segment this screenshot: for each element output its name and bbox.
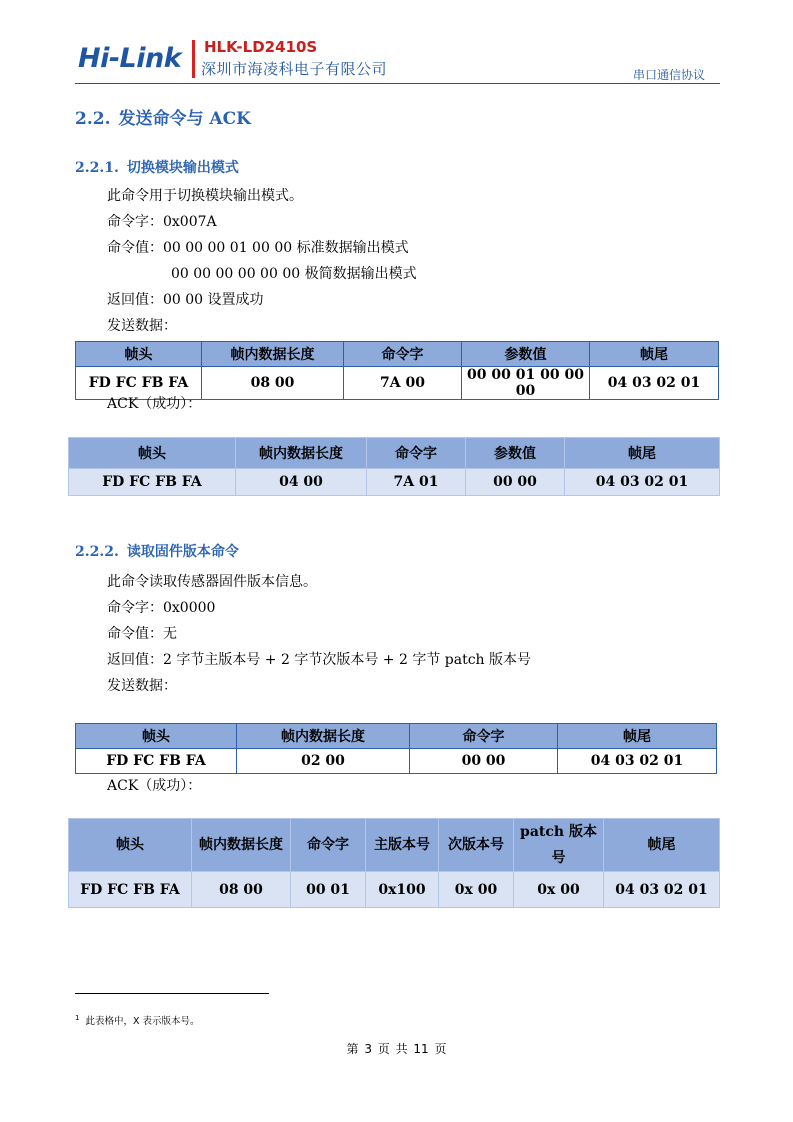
paragraph-send-label: 发送数据： (107, 678, 177, 694)
table-header-cell: 帧尾 (558, 724, 717, 749)
table-cell: 02 00 (237, 749, 410, 774)
table-header-cell: 参数值 (462, 342, 590, 367)
table-cell: 0x 00 (514, 872, 604, 908)
table-cell: FD FC FB FA (76, 749, 237, 774)
table-header-cell: 帧头 (69, 438, 236, 469)
table-cell: 00 00 (410, 749, 558, 774)
send-data-table (75, 341, 719, 400)
table-cell: 04 03 02 01 (565, 469, 720, 496)
table-cell: 04 03 02 01 (590, 367, 719, 400)
table-cell: FD FC FB FA (69, 469, 236, 496)
table-cell: 04 03 02 01 (558, 749, 717, 774)
table-cell: 04 03 02 01 (604, 872, 720, 908)
paragraph-ack-label: ACK（成功）： (107, 778, 202, 794)
table-cell: FD FC FB FA (76, 367, 202, 400)
ack-data-table (68, 437, 720, 496)
table-cell: 7A 01 (367, 469, 466, 496)
section-number: 2.2. (75, 109, 111, 129)
paragraph-command-word: 命令字：0x0000 (107, 600, 216, 616)
logo-separator (192, 40, 195, 78)
table-header-cell: 帧尾 (590, 342, 719, 367)
table-header-cell: 帧头 (76, 724, 237, 749)
paragraph-return-value: 返回值：2 字节主版本号 + 2 字节次版本号 + 2 字节 patch 版本号 (107, 652, 532, 668)
table-cell: 7A 00 (344, 367, 462, 400)
ack-data-table (68, 818, 720, 908)
paragraph-description: 此命令读取传感器固件版本信息。 (107, 574, 317, 590)
table-header-cell: 命令字 (344, 342, 462, 367)
product-model: HLK-LD2410S (204, 38, 318, 56)
paragraph-command-value: 命令值：00 00 00 01 00 00 标准数据输出模式 (107, 240, 409, 256)
section-number: 2.2.2. (75, 544, 119, 560)
table-cell: 00 00 (466, 469, 565, 496)
table-cell: 00 01 (291, 872, 366, 908)
table-header-cell: 帧内数据长度 (237, 724, 410, 749)
table-row (76, 749, 717, 774)
table-cell: FD FC FB FA (69, 872, 192, 908)
footnote-rule (75, 993, 269, 994)
table-cell: 00 00 01 00 00 00 (462, 367, 590, 400)
paragraph-command-value: 命令值：无 (107, 626, 177, 642)
table-header-cell: 帧头 (69, 819, 192, 872)
table-row (69, 469, 720, 496)
table-header-cell: 帧头 (76, 342, 202, 367)
footnote-text: 此表格中，X 表示版本号。 (85, 1016, 200, 1027)
section-title: 切换模块输出模式 (126, 160, 239, 176)
paragraph-return-value: 返回值：00 00 设置成功 (107, 292, 264, 308)
paragraph-description: 此命令用于切换模块输出模式。 (107, 188, 303, 204)
paragraph-send-label: 发送数据： (107, 318, 177, 334)
table-cell: 0x 00 (439, 872, 514, 908)
table-header-cell: 命令字 (367, 438, 466, 469)
table-header-row (69, 438, 720, 469)
logo-text: Hi-Link (78, 43, 182, 74)
table-header-cell: 帧尾 (565, 438, 720, 469)
table-header-row (76, 342, 719, 367)
send-data-table (75, 723, 717, 774)
table-cell: 04 00 (236, 469, 367, 496)
section-heading-2-2-1 (75, 157, 239, 177)
section-number: 2.2.1. (75, 160, 119, 176)
table-cell: 08 00 (192, 872, 291, 908)
table-header-cell: 参数值 (466, 438, 565, 469)
table-header-cell: 命令字 (291, 819, 366, 872)
page-number: 第 3 页 共 11 页 (346, 1042, 447, 1056)
table-cell: 08 00 (202, 367, 344, 400)
document-type: 串口通信协议 (633, 68, 706, 82)
table-header-cell: patch 版本号 (514, 819, 604, 872)
table-header-cell: 命令字 (410, 724, 558, 749)
section-heading-2-2-2 (75, 541, 239, 561)
table-header-cell: 主版本号 (366, 819, 439, 872)
footnote (75, 1013, 200, 1027)
header-rule (75, 83, 720, 84)
table-header-cell: 帧尾 (604, 819, 720, 872)
section-title: 读取固件版本命令 (126, 544, 239, 560)
paragraph-command-value-alt: 00 00 00 00 00 00 极简数据输出模式 (171, 266, 417, 282)
table-header-cell: 次版本号 (439, 819, 514, 872)
table-header-row (76, 724, 717, 749)
table-header-cell: 帧内数据长度 (192, 819, 291, 872)
section-heading-2-2 (75, 104, 251, 129)
table-cell: 0x100 (366, 872, 439, 908)
paragraph-command-word: 命令字：0x007A (107, 214, 217, 230)
table-header-row (69, 819, 720, 872)
hi-link-logo (78, 42, 188, 76)
table-row (69, 872, 720, 908)
footnote-mark: 1 (75, 1013, 80, 1022)
table-header-cell: 帧内数据长度 (202, 342, 344, 367)
paragraph-ack-label: ACK（成功）： (107, 396, 202, 412)
company-name: 深圳市海凌科电子有限公司 (201, 60, 388, 78)
table-header-cell: 帧内数据长度 (236, 438, 367, 469)
section-title: 发送命令与 ACK (118, 109, 251, 129)
